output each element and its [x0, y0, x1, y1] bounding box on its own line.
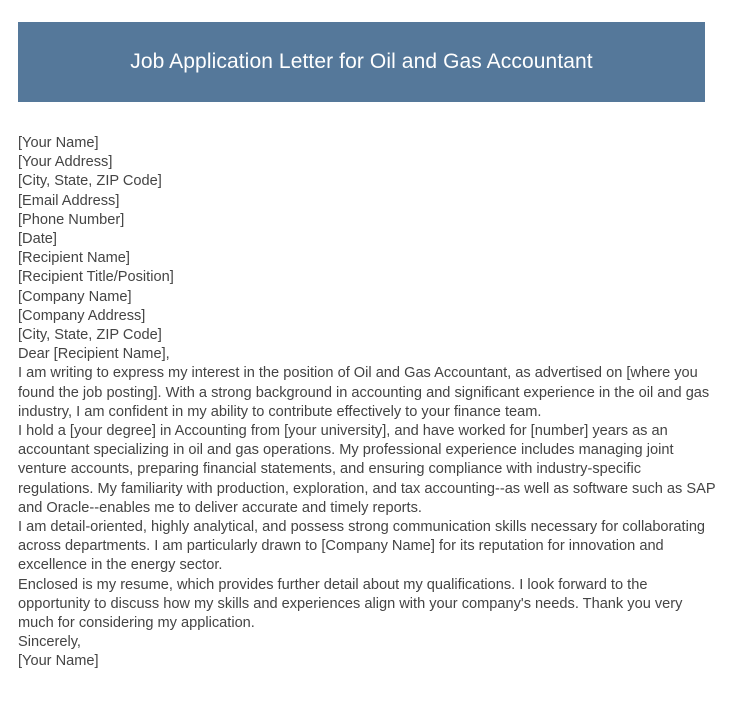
salutation: Dear [Recipient Name], — [18, 346, 170, 363]
letter-paragraph: I am detail-oriented, highly analytical, and possess strong communication skills necessary for collaborating across departments. I am particularly drawn to [Company Name] for its reputation for innovation and excellence in the energy sector. — [18, 519, 706, 574]
signature: [Your Name] — [18, 653, 99, 670]
sender-line: [Email Address] — [18, 192, 120, 209]
sender-line: [Phone Number] — [18, 211, 125, 228]
letter-paragraph: I hold a [your degree] in Accounting from [your university], and have worked for [number] years as an accountant specializing in oil and gas operations. My professional experience includes managing joint venture accounts, preparing financial statements, and ensuring compliance with industry-specific regulations. My familiarity with production, exploration, and tax accounting--as well as software such as SAP and Oracle--enables me to deliver accurate and timely reports. — [18, 423, 716, 516]
sender-address-block — [18, 134, 718, 249]
letter-paragraph: I am writing to express my interest in the position of Oil and Gas Accountant, as advertised on [where you found the job posting]. With a strong background in accounting and significant experience in the oil and gas industry, I am confident in my ability to contribute effectively to your finance team. — [18, 365, 710, 420]
recipient-line: [City, State, ZIP Code] — [18, 327, 162, 344]
sender-line: [Your Address] — [18, 154, 113, 171]
recipient-address-block — [18, 249, 718, 345]
recipient-line: [Company Name] — [18, 288, 132, 305]
sender-line: [City, State, ZIP Code] — [18, 173, 162, 190]
sender-line: [Your Name] — [18, 135, 99, 151]
letter-paragraph: Enclosed is my resume, which provides further detail about my qualifications. I look forward to the opportunity to discuss how my skills and experiences align with your company's needs. Thank you very much for considering my application. — [18, 576, 683, 632]
recipient-line: [Recipient Name] — [18, 250, 130, 267]
document-header-banner — [18, 22, 705, 102]
sender-date-line: [Date] — [18, 231, 57, 248]
letter-body — [18, 134, 718, 672]
page-title: Job Application Letter for Oil and Gas Accountant — [130, 50, 593, 74]
closing: Sincerely, — [18, 634, 81, 651]
recipient-line: [Company Address] — [18, 307, 146, 324]
recipient-line: [Recipient Title/Position] — [18, 269, 174, 286]
